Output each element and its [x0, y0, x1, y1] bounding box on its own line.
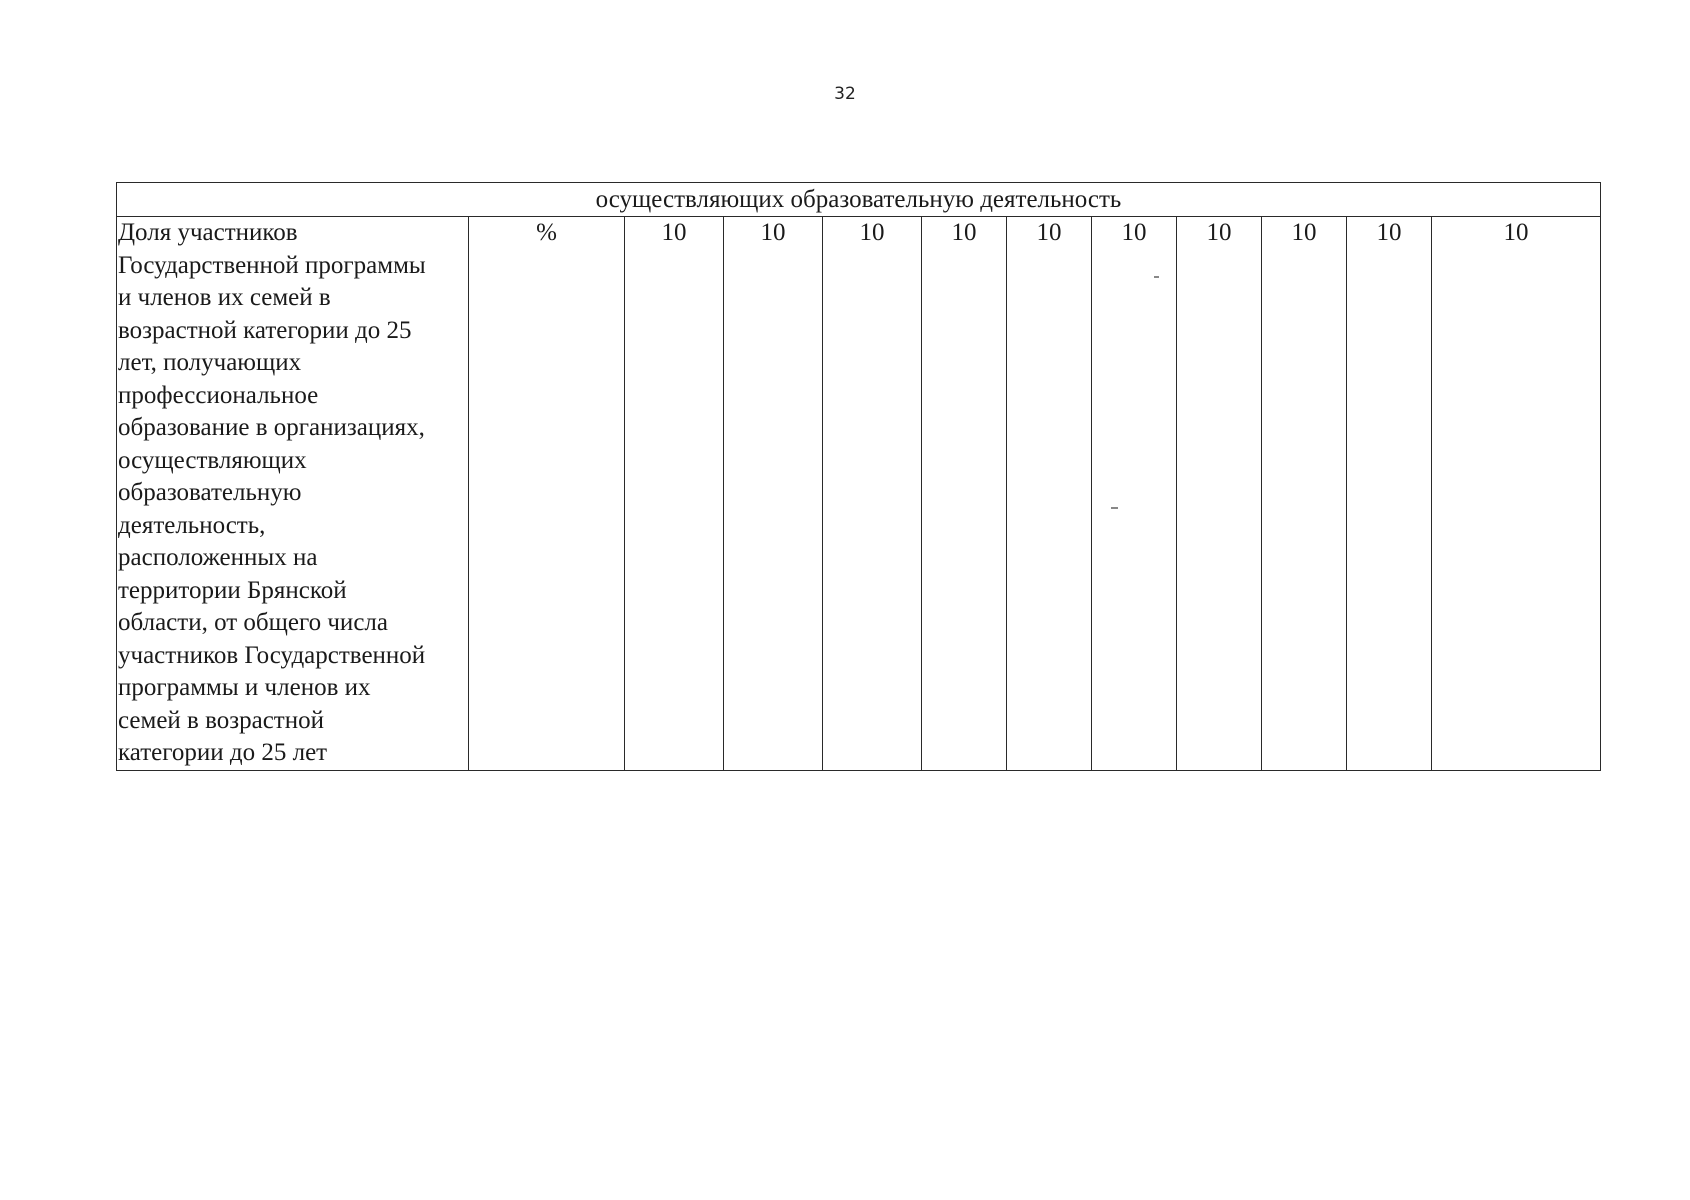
- value-cell: 10: [823, 217, 922, 771]
- value-cell: 10: [1347, 217, 1432, 771]
- indicator-line: Доля участников: [118, 219, 298, 246]
- indicator-name-cell: [117, 217, 469, 771]
- table-continuation-header: осуществляющих образовательную деятельность: [117, 183, 1601, 217]
- page-number: 32: [834, 84, 856, 104]
- value-cell: 10: [1092, 217, 1177, 771]
- indicator-line: осуществляющих: [118, 446, 307, 474]
- scan-speck: [1154, 276, 1159, 278]
- indicator-line: программы и членов их: [118, 674, 371, 701]
- scan-speck: [1111, 507, 1118, 509]
- indicator-line: семей в возрастной: [118, 706, 324, 734]
- indicator-line: лет, получающих: [118, 349, 302, 376]
- value-cell: 10: [1007, 217, 1092, 771]
- indicator-line: области, от общего числа: [118, 609, 388, 636]
- indicator-line: профессиональное: [118, 381, 319, 409]
- indicator-line: возрастной категории до 25: [118, 316, 412, 344]
- value-cell: 10: [625, 217, 724, 771]
- indicator-line: расположенных на: [118, 544, 318, 571]
- value-cell: 10: [1432, 217, 1601, 771]
- indicator-line: Государственной программы: [118, 251, 426, 279]
- indicator-line: деятельность,: [118, 511, 266, 539]
- indicator-line: участников Государственной: [118, 641, 426, 669]
- indicator-line: и членов их семей в: [118, 284, 331, 311]
- indicator-line: категории до 25 лет: [118, 739, 328, 766]
- value-cell: 10: [1177, 217, 1262, 771]
- indicator-line: образование в организациях,: [118, 414, 425, 441]
- indicators-table: [116, 182, 1601, 771]
- value-cell: 10: [1262, 217, 1347, 771]
- table-continuation-row: [117, 183, 1601, 217]
- indicator-line: образовательную: [118, 479, 302, 506]
- table-row: [117, 217, 1601, 771]
- value-cell: 10: [922, 217, 1007, 771]
- indicator-line: территории Брянской: [118, 576, 347, 604]
- value-cell: 10: [724, 217, 823, 771]
- unit-cell: %: [469, 217, 625, 771]
